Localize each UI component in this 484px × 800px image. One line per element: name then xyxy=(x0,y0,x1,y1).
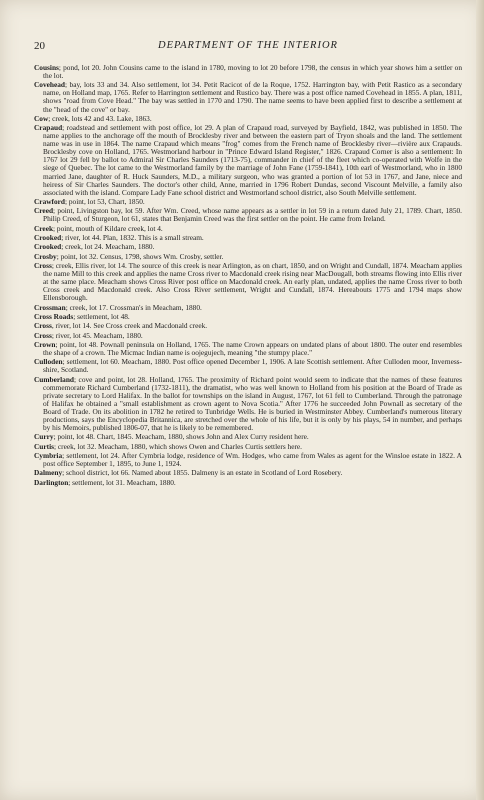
entry-term: Cymbria xyxy=(34,451,63,461)
gazetteer-entry xyxy=(34,234,462,242)
gazetteer-entries xyxy=(34,64,462,488)
entry-term: Creek xyxy=(34,223,54,233)
entry-description: ; creek, lot 17. Crossman's in Meacham, 1880. xyxy=(65,302,202,312)
entry-description: ; creek, lot 32. Meacham, 1880, which shows Owen and Charles Curtis settlers here. xyxy=(54,441,302,451)
entry-description: ; school district, lot 66. Named about 1855. Dalmeny is an estate in Scotland of Lord Rosebery. xyxy=(62,468,343,478)
gazetteer-entry xyxy=(34,253,462,261)
entry-term: Curry xyxy=(34,432,54,442)
gazetteer-entry xyxy=(34,322,462,330)
entry-term: Covehead xyxy=(34,80,66,90)
entry-description: ; settlement, lot 60. Meacham, 1880. Post office opened December 1, 1906. A late Scottish settlement. After Culloden moor, Inverness-shire, Scotland. xyxy=(43,357,462,375)
gazetteer-entry xyxy=(34,313,462,321)
gazetteer-entry xyxy=(34,198,462,206)
gazetteer-entry xyxy=(34,376,462,432)
entry-term: Curtis xyxy=(34,441,54,451)
gazetteer-entry xyxy=(34,81,462,113)
entry-term: Cousins xyxy=(34,63,59,72)
entry-term: Cow xyxy=(34,113,49,123)
entry-description: ; creek, lot 24. Meacham, 1880. xyxy=(61,242,155,252)
gazetteer-entry xyxy=(34,332,462,340)
entry-description: ; river, lot 45. Meacham, 1880. xyxy=(51,330,143,340)
entry-term: Cross Roads xyxy=(34,311,74,321)
entry-description: ; roadstead and settlement with post office, lot 29. A plan of Crapaud road, surveyed by Bayfield, 1842, was published in 1850. The name applies to the anchorage off the mouth of Brocklesby river and between the eastern part of Tryon shoals and the land. The settlement name was in use in 1864. The name Crapaud which means "frog" comes from the French name of Brocklesby river—rivière aux Crapauds. Brocklesby cove on Holland, 1765. Westmorland harbour in "Prince Edward Island Register," 1826. Crapaud Corner is also a settlement: In 1767 lot 29 fell by ballot to Admiral Sir Charles Saunders (1713-75), commander in chief of the fleet which co-operated with Wolfe in the siege of Quebec. The lot came to the Westmorland family by the marriage of John Fane (1759-1841), 10th earl of Westmorland, who in 1800 married Jane, daughter of R. Huck Saunders, M.D., a military surgeon, who was granted a portion of lot 53 in 1767, and Jane, niece and heiress of Sir Charles Saunders. The doctor's other child, Anne, married in 1796 Robert Dundas, second Viscount Melville, a family also associated with the island. Compare Lady Fane school district and Westmorland school district, also South Melville settlement. xyxy=(43,123,462,197)
entry-description: ; creek, lots 42 and 43. Lake, 1863. xyxy=(48,113,152,123)
gazetteer-entry xyxy=(34,124,462,196)
entry-description: ; settlement, lot 48. xyxy=(73,311,130,321)
entry-term: Crawford xyxy=(34,196,65,206)
gazetteer-entry xyxy=(34,433,462,441)
page-header xyxy=(34,40,462,54)
entry-description: ; settlement, lot 31. Meacham, 1880. xyxy=(68,477,176,487)
entry-term: Crooked xyxy=(34,242,62,252)
gazetteer-entry xyxy=(34,64,462,80)
entry-term: Culloden xyxy=(34,357,63,367)
entry-description: ; pond, lot 20. John Cousins came to the island in 1780, moving to lot 20 before 1798, the census in which year shows him a settler on the lot. xyxy=(43,63,462,81)
entry-term: Cross xyxy=(34,330,52,340)
entry-description: ; point, mouth of Kildare creek, lot 4. xyxy=(53,223,163,233)
gazetteer-entry xyxy=(34,341,462,357)
entry-description: ; point, lot 32. Census, 1798, shows Wm. Crosby, settler. xyxy=(56,251,224,261)
entry-description: ; settlement, lot 24. After Cymbria lodge, residence of Wm. Hodges, who came from Wales as agent for the Winsloe estate in 1822. A post office September 1, 1895, to June 1, 1924. xyxy=(43,451,462,469)
entry-description: ; creek, Ellis river, lot 14. The source of this creek is near Arlington, as on chart, 1850, and on Wright and Cundall, 1874. Meacham applies the name Mill to this creek and applies the name Cross river to Macdonald creek rising near MacDougall, both streams flowing into Ellis river at the same place. Meacham shows Cross River post office on Macdonald creek. An early plan, undated, applies the name Cross river to both Cross creek and Macdonald creek. Also Cross River settlement, Wright and Cundall, 1874. Hereabouts 1775 and 1794 maps show Ellensborough. xyxy=(43,261,462,303)
gazetteer-entry xyxy=(34,358,462,374)
entry-description: ; cove and point, lot 28. Holland, 1765. The proximity of Richard point would seem to indicate that the names of these features commemorate Richard Cumberland (1732-1811), the dramatist, who was well known to Holland from his position at the Board of Trade as private secretary to Lord Halifax. In the ballot for townships on the island in August, 1767, lot 61 fell to Cumberland. Through the patronage of Halifax he obtained a "small establishment as crown agent to Nova Scotia." After 1776 he succeeded John Pownall as secretary of the Board of Trade. On its abolition in 1782 he retired to Tunbridge Wells. He is buried in Westminster Abbey. Cumberland's numerous literary productions, says the Encyclopedia Britannica, are stretched over the whole of his life, but it is only by his plays, 54 in number, and perhaps by his Memoirs, published 1806-07, that he is likely to be remembered. xyxy=(43,374,462,433)
entry-term: Crapaud xyxy=(34,123,63,133)
entry-term: Dalmeny xyxy=(34,468,63,478)
gazetteer-entry xyxy=(34,469,462,477)
entry-term: Darlington xyxy=(34,477,69,487)
gazetteer-entry xyxy=(34,207,462,223)
entry-term: Creed xyxy=(34,206,54,216)
entry-description: ; point, Livingston bay, lot 59. After Wm. Creed, whose name appears as a settler in lot 59 in a return dated July 21, 1789. Chart, 1850. Philip Creed, of Sturgeon, lot 61, states that Benjamin Creed was the first settler on the point. He came from Ireland. xyxy=(43,206,462,224)
entry-term: Cross xyxy=(34,321,52,331)
running-title: DEPARTMENT OF THE INTERIOR xyxy=(158,40,338,51)
gazetteer-entry xyxy=(34,479,462,487)
entry-term: Crosby xyxy=(34,251,57,261)
entry-description: ; bay, lots 33 and 34. Also settlement, lot 34. Petit Racicot of de la Roque, 1752. Harrington bay, with Petit Rastico as a secondary name, on Holland map, 1765. Refer to Harrington settlement and Rustico bay. There was a post office named Covehead in 1855. A plan, 1811, shows "road from Cove Head." The bay was settled in 1770 and 1790. The name seems to have been applied first to describe a settlement at the "head of the cove" or bay. xyxy=(43,80,462,114)
entry-description: ; point, lot 48. Chart, 1845. Meacham, 1880, shows John and Alex Curry resident here. xyxy=(53,432,309,442)
entry-term: Crossman xyxy=(34,302,66,312)
page-edge-shadow xyxy=(476,0,484,800)
gazetteer-entry xyxy=(34,262,462,302)
entry-term: Crown xyxy=(34,339,56,349)
gazetteer-entry xyxy=(34,452,462,468)
gazetteer-entry xyxy=(34,115,462,123)
entry-term: Cross xyxy=(34,261,52,271)
entry-term: Crooked xyxy=(34,233,62,243)
gazetteer-entry xyxy=(34,225,462,233)
gazetteer-entry xyxy=(34,443,462,451)
entry-description: ; river, lot 44. Plan, 1832. This is a small stream. xyxy=(61,233,204,243)
gazetteer-entry xyxy=(34,304,462,312)
page-number: 20 xyxy=(34,40,45,52)
entry-description: ; point, lot 53, Chart, 1850. xyxy=(65,196,145,206)
gazetteer-entry xyxy=(34,243,462,251)
entry-description: ; point, lot 48. Pownall peninsula on Holland, 1765. The name Crown appears on undated plans of about 1800. The outer end resembles the shape of a crown. The Micmac Indian name is oojegujech, meaning "the stumpy place." xyxy=(43,339,462,357)
entry-term: Cumberland xyxy=(34,374,74,384)
entry-description: , river, lot 14. See Cross creek and Macdonald creek. xyxy=(51,321,208,331)
